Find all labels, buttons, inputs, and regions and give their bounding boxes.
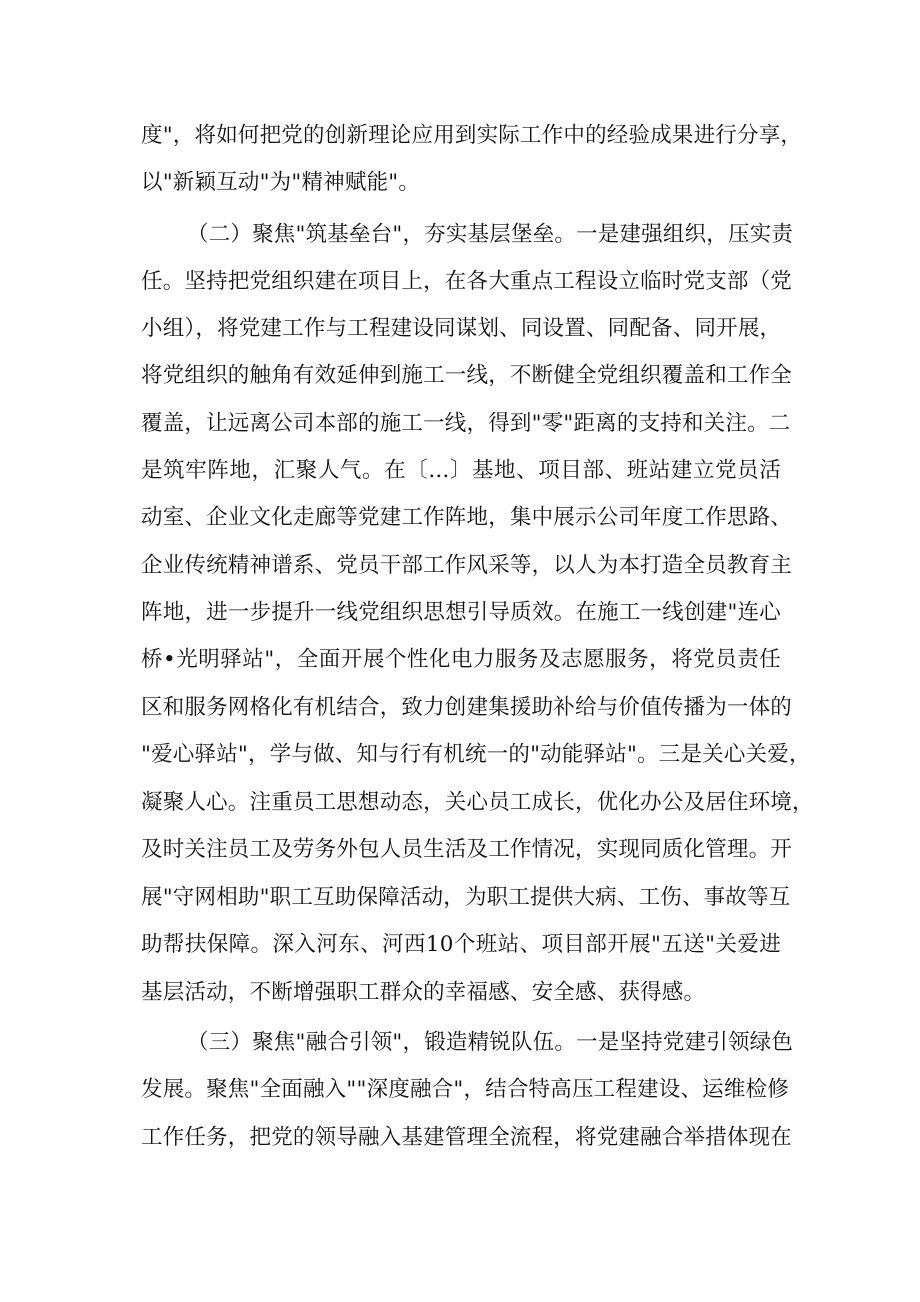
text-line: 阵地，进一步提升一线党组织思想引导质效。在施工一线创建"连心 <box>141 600 781 625</box>
text-line: 助帮扶保障。深入河东、河西10个班站、项目部开展"五送"关爱进 <box>141 932 781 957</box>
text-line: "爱心驿站"，学与做、知与行有机统一的"动能驿站"。三是关心关爱， <box>141 742 811 767</box>
text-line: 展"守网相助"职工互助保障活动，为职工提供大病、工伤、事故等互 <box>141 885 791 910</box>
text-line: 基层活动，不断增强职工群众的幸福感、安全感、获得感。 <box>141 980 706 1005</box>
text-line: 度"，将如何把党的创新理论应用到实际工作中的经验成果进行分享， <box>141 123 803 148</box>
text-line: 动室、企业文化走廊等党建工作阵地，集中展示公司年度工作思路、 <box>141 505 793 530</box>
text-line: 任。坚持把党组织建在项目上，在各大重点工程设立临时党支部（党 <box>141 269 793 294</box>
paragraph-heading-line: （二）聚焦"筑基垒台"，夯实基层堡垒。一是建强组织，压实责 <box>187 222 794 247</box>
text-line: 是筑牢阵地，汇聚人气。在〔...〕基地、项目部、班站建立党员活 <box>141 458 781 483</box>
text-line: 工作任务，把党的领导融入基建管理全流程，将党建融合举措体现在 <box>141 1125 793 1150</box>
text-line: 区和服务网格化有机结合，致力创建集援助补给与价值传播为一体的 <box>141 695 793 720</box>
text-line: 企业传统精神谱系、党员干部工作风采等，以人为本打造全员教育主 <box>141 553 793 578</box>
text-line: 小组），将党建工作与工程建设同谋划、同设置、同配备、同开展， <box>141 316 782 341</box>
text-line: 及时关注员工及劳务外包人员生活及工作情况，实现同质化管理。开 <box>141 837 793 862</box>
text-line: 桥•光明驿站"，全面开展个性化电力服务及志愿服务，将党员责任 <box>141 647 781 672</box>
text-line: 发展。聚焦"全面融入""深度融合"，结合特高压工程建设、运维检修 <box>141 1077 789 1102</box>
text-line: 覆盖，让远离公司本部的施工一线，得到"零"距离的支持和关注。二 <box>141 411 791 436</box>
text-line: 将党组织的触角有效延伸到施工一线，不断健全党组织覆盖和工作全 <box>141 363 793 388</box>
text-line: 凝聚人心。注重员工思想动态，关心员工成长，优化办公及居住环境， <box>141 790 814 815</box>
paragraph-heading-line: （三）聚焦"融合引领"，锻造精锐队伍。一是坚持党建引领绿色 <box>187 1030 794 1055</box>
text-line: 以"新颖互动"为"精神赋能"。 <box>141 170 421 195</box>
